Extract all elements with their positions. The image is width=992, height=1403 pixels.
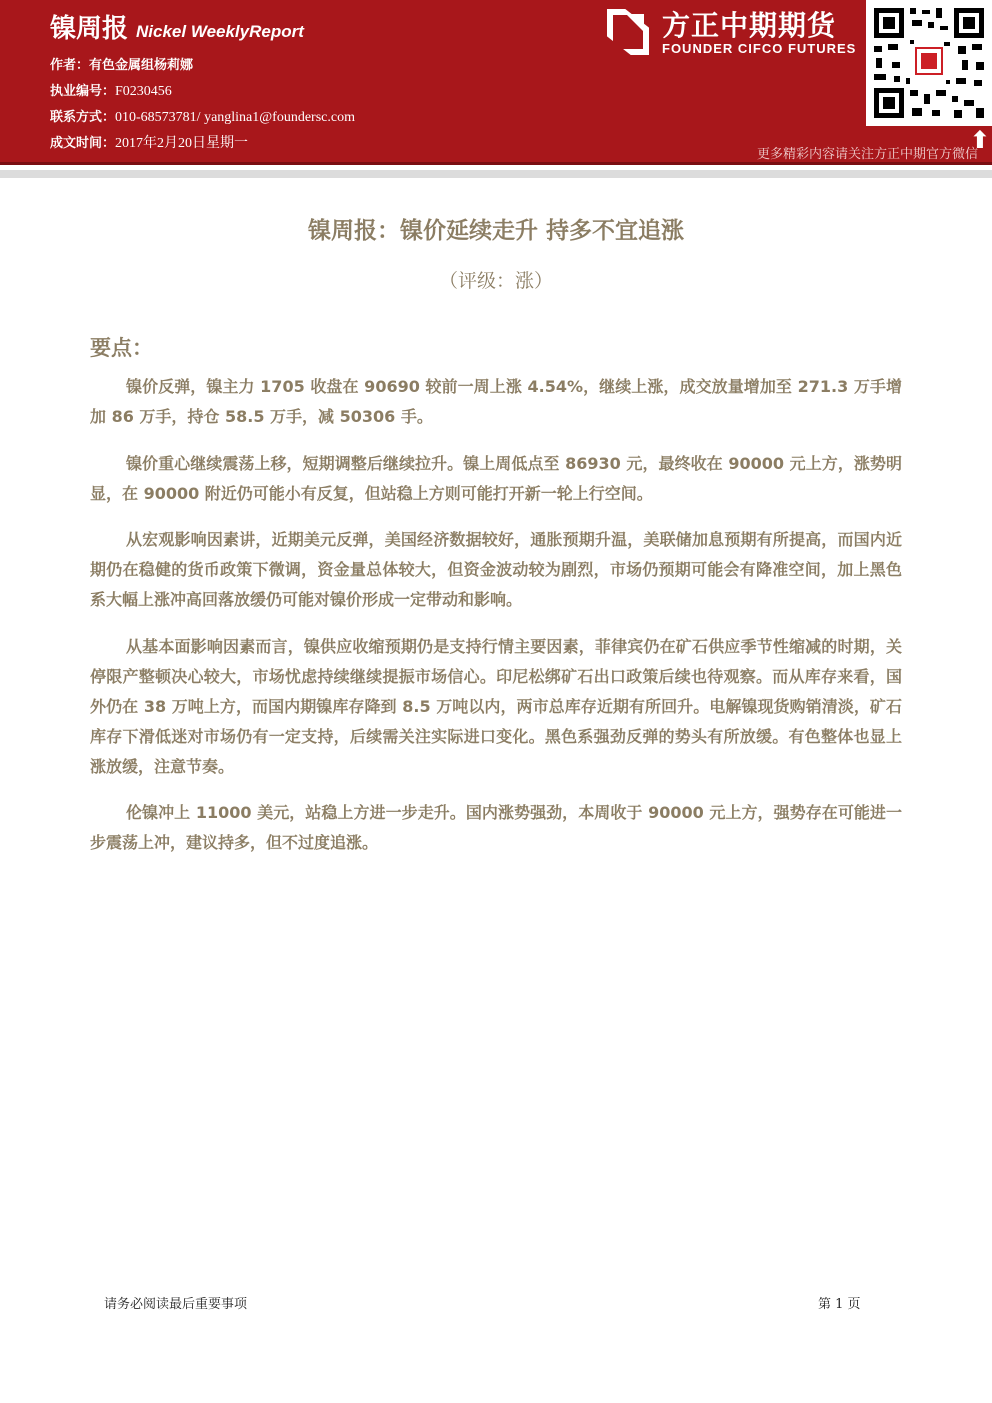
- document-title: 镍周报：镍价延续走升 持多不宜追涨: [307, 218, 684, 244]
- report-title-cn: 镍周报: [50, 14, 129, 44]
- paragraph-3: 从宏观影响因素讲，近期美元反弹，美国经济数据较好，通胀预期升温，美联储加息预期有所提高，而国内近期仍在稳健的货币政策下微调，资金量总体较大，但资金波动较为剧烈，市场仍预期可能会有降准空间，加上黑色系大幅上涨冲高回落放缓仍可能对镍价形成一定带动和影响。: [90, 530, 902, 609]
- paragraph-1: 镍价反弹，镍主力 1705 收盘在 90690 较前一周上涨 4.54%，继续上涨，成交放量增加至 271.3 万手增加 86 万手，持仓 58.5 万手，减 50306 手。: [90, 377, 902, 426]
- report-title: [50, 8, 304, 45]
- license-value: F0230456: [115, 84, 172, 99]
- logo-text-en: FOUNDER CIFCO FUTURES: [662, 41, 857, 56]
- logo-text-cn: 方正中期期货: [662, 9, 837, 42]
- license-label: 执业编号：: [50, 84, 116, 99]
- qr-code-icon: [866, 0, 992, 126]
- wechat-qr-code: [866, 0, 992, 126]
- report-title-en: Nickel WeeklyReport: [136, 22, 304, 41]
- follow-note: 更多精彩内容请关注方正中期官方微信: [756, 147, 978, 162]
- date-line: [50, 132, 248, 152]
- page-number: 第 1 页: [818, 1297, 861, 1312]
- author-line: [50, 54, 193, 73]
- contact-value[interactable]: 010-68573781/ yanglina1@foundersc.com: [115, 110, 355, 125]
- rating-label: （评级：涨）: [438, 270, 553, 292]
- key-points-heading: 要点：: [90, 336, 153, 360]
- founder-logo-icon: [604, 8, 652, 56]
- paragraph-4: 从基本面影响因素而言，镍供应收缩预期仍是支持行情主要因素，菲律宾仍在矿石供应季节性缩减的时期，关停限产整顿决心较大，市场忧虑持续继续提振市场信心。印尼松绑矿石出口政策后续也待观察。而从库存来看，国外仍在 38 万吨上方，而国内期镍库存降到 8.5 万吨以内，两市总库存近期有所回升。电解镍现货购销清淡，矿石库存下滑低迷对市场仍有一定支持，后续需关注实际进口变化。黑色系强劲反弹的势头有所放缓。有色整体也显上涨放缓，注意节奏。: [90, 637, 902, 776]
- paragraph-2: 镍价重心继续震荡上移，短期调整后继续拉升。镍上周低点至 86930 元，最终收在 90000 元上方，涨势明显，在 90000 附近仍可能小有反复，但站稳上方则可能打开新一轮上行空间。: [90, 454, 902, 503]
- license-line: [50, 80, 172, 100]
- author-value: 有色金属组杨莉娜: [89, 58, 194, 73]
- header-divider: [0, 162, 992, 165]
- paragraph-5: 伦镍冲上 11000 美元，站稳上方进一步走升。国内涨势强劲，本周收于 90000 元上方，强势存在可能进一步震荡上冲，建议持多，但不过度追涨。: [90, 803, 902, 852]
- contact-label: 联系方式：: [50, 110, 116, 125]
- header-shadow-band: [0, 170, 992, 178]
- up-arrow-icon: ⬆: [969, 126, 990, 154]
- footer-notice: 请务必阅读最后重要事项: [104, 1297, 248, 1312]
- author-label: 作者：: [50, 58, 90, 73]
- date-value: 2017年2月20日星期一: [115, 136, 249, 151]
- contact-line: [50, 106, 355, 126]
- date-label: 成文时间：: [50, 136, 116, 151]
